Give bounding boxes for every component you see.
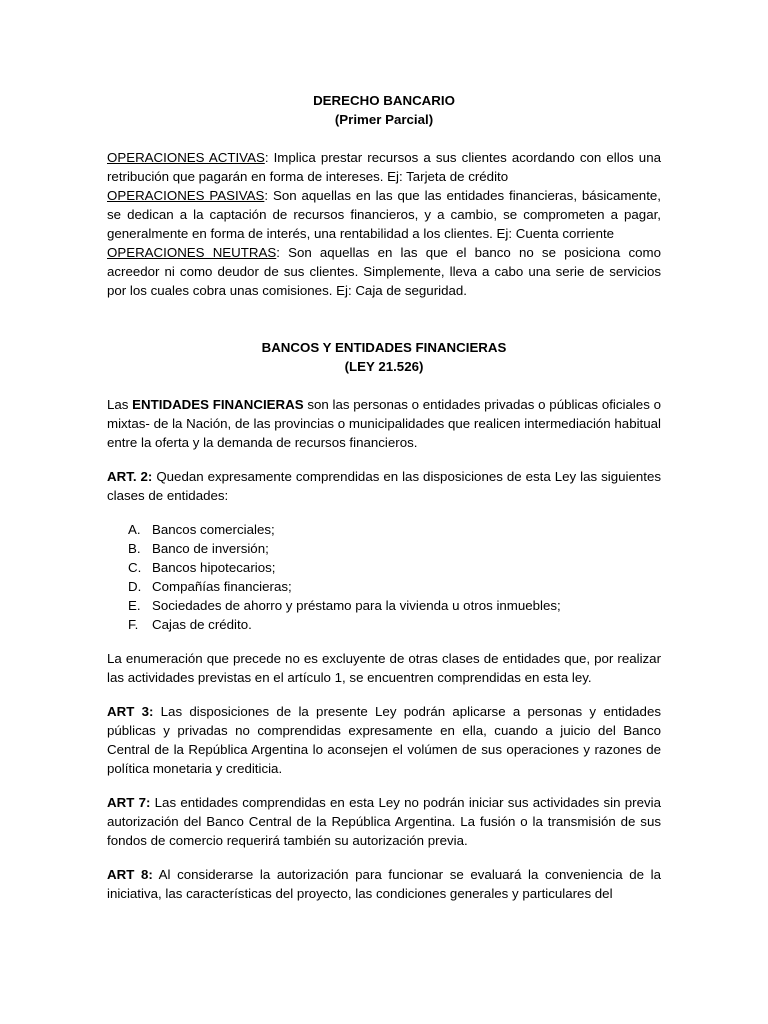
list-letter: F.: [128, 617, 139, 632]
art-text: Las entidades comprendidas en esta Ley no podrán iniciar sus actividades sin previa autorización del Banco Central de la República Argentina. La fusión o la transmisión de sus fondos de comercio requerirá también su autorización previa.: [107, 795, 661, 848]
entidades-list: [107, 520, 661, 634]
list-item: [128, 577, 661, 596]
art-label: ART. 2:: [107, 469, 153, 484]
entidades-intro: [107, 395, 661, 452]
list-letter: D.: [128, 579, 142, 594]
art-2: [107, 467, 661, 505]
list-letter: A.: [128, 522, 141, 537]
art-text: Quedan expresamente comprendidas en las disposiciones de esta Ley las siguientes clases de entidades:: [107, 469, 661, 503]
art-label: ART 8:: [107, 867, 153, 882]
list-text: Banco de inversión;: [152, 541, 269, 556]
list-text: Bancos comerciales;: [152, 522, 275, 537]
intro-post: son las personas o entidades privadas o públicas oficiales o mixtas- de la Nación, de las provincias o municipalidades que realicen intermediación habitual entre la oferta y la demanda de recursos financieros.: [107, 397, 661, 450]
operacion-term: OPERACIONES ACTIVAS: [107, 150, 265, 165]
operacion-text: : Implica prestar recursos a sus clientes acordando con ellos una retribución que pagarán en forma de intereses. Ej: Tarjeta de crédito: [107, 150, 661, 184]
list-text: Compañías financieras;: [152, 579, 292, 594]
intro-pre: Las: [107, 397, 133, 412]
section-title: BANCOS Y ENTIDADES FINANCIERAS: [261, 340, 507, 355]
document-subtitle: (Primer Parcial): [334, 112, 434, 127]
list-item: [128, 539, 661, 558]
document-header: [107, 91, 661, 129]
operacion-term: OPERACIONES NEUTRAS: [107, 245, 277, 260]
operacion-activas: [107, 148, 661, 186]
list-letter: B.: [128, 541, 141, 556]
operacion-term: OPERACIONES PASIVAS: [107, 188, 265, 203]
operacion-text: : Son aquellas en las que el banco no se posiciona como acreedor ni como deudor de sus clientes. Simplemente, lleva a cabo una serie de servicios por los cuales cobra unas comisiones. Ej: Caja de seguridad.: [107, 245, 661, 298]
list-item: [128, 596, 661, 615]
list-item: [128, 558, 661, 577]
art-text: Las disposiciones de la presente Ley podrán aplicarse a personas y entidades públicas y privadas no comprendidas expresamente en ella, cuando a juicio del Banco Central de la República Argentina lo aconsejen el volúmen de sus operaciones y razones de política monetaria y crediticia.: [107, 704, 661, 776]
art-text: Al considerarse la autorización para funcionar se evaluará la conveniencia de la iniciativa, las características del proyecto, las condiciones generales y particulares del: [107, 867, 661, 901]
operacion-text: : Son aquellas en las que las entidades financieras, básicamente, se dedican a la captación de recursos financieros, y a cambio, se comprometen a pagar, generalmente en forma de interés, una rentabilidad a los clientes. Ej: Cuenta corriente: [107, 188, 661, 241]
list-letter: C.: [128, 560, 142, 575]
art-7: [107, 793, 661, 850]
list-item: [128, 520, 661, 539]
list-text: Bancos hipotecarios;: [152, 560, 276, 575]
art-3: [107, 702, 661, 778]
document-title: DERECHO BANCARIO: [313, 93, 455, 108]
list-letter: E.: [128, 598, 141, 613]
art-8: [107, 865, 661, 903]
section-subtitle: (LEY 21.526): [344, 359, 424, 374]
operacion-neutras: [107, 243, 661, 300]
list-text: Sociedades de ahorro y préstamo para la vivienda u otros inmuebles;: [152, 598, 561, 613]
intro-bold-term: ENTIDADES FINANCIERAS: [132, 397, 304, 412]
art-label: ART 7:: [107, 795, 151, 810]
list-text: Cajas de crédito.: [152, 617, 252, 632]
document-content: [107, 91, 661, 903]
section-header: [107, 338, 661, 376]
list-item: [128, 615, 661, 634]
operacion-pasivas: [107, 186, 661, 243]
art-label: ART 3:: [107, 704, 154, 719]
enumeracion-paragraph: La enumeración que precede no es excluyente de otras clases de entidades que, por realizar las actividades previstas en el artículo 1, se encuentren comprendidas en esta ley.: [107, 651, 661, 685]
